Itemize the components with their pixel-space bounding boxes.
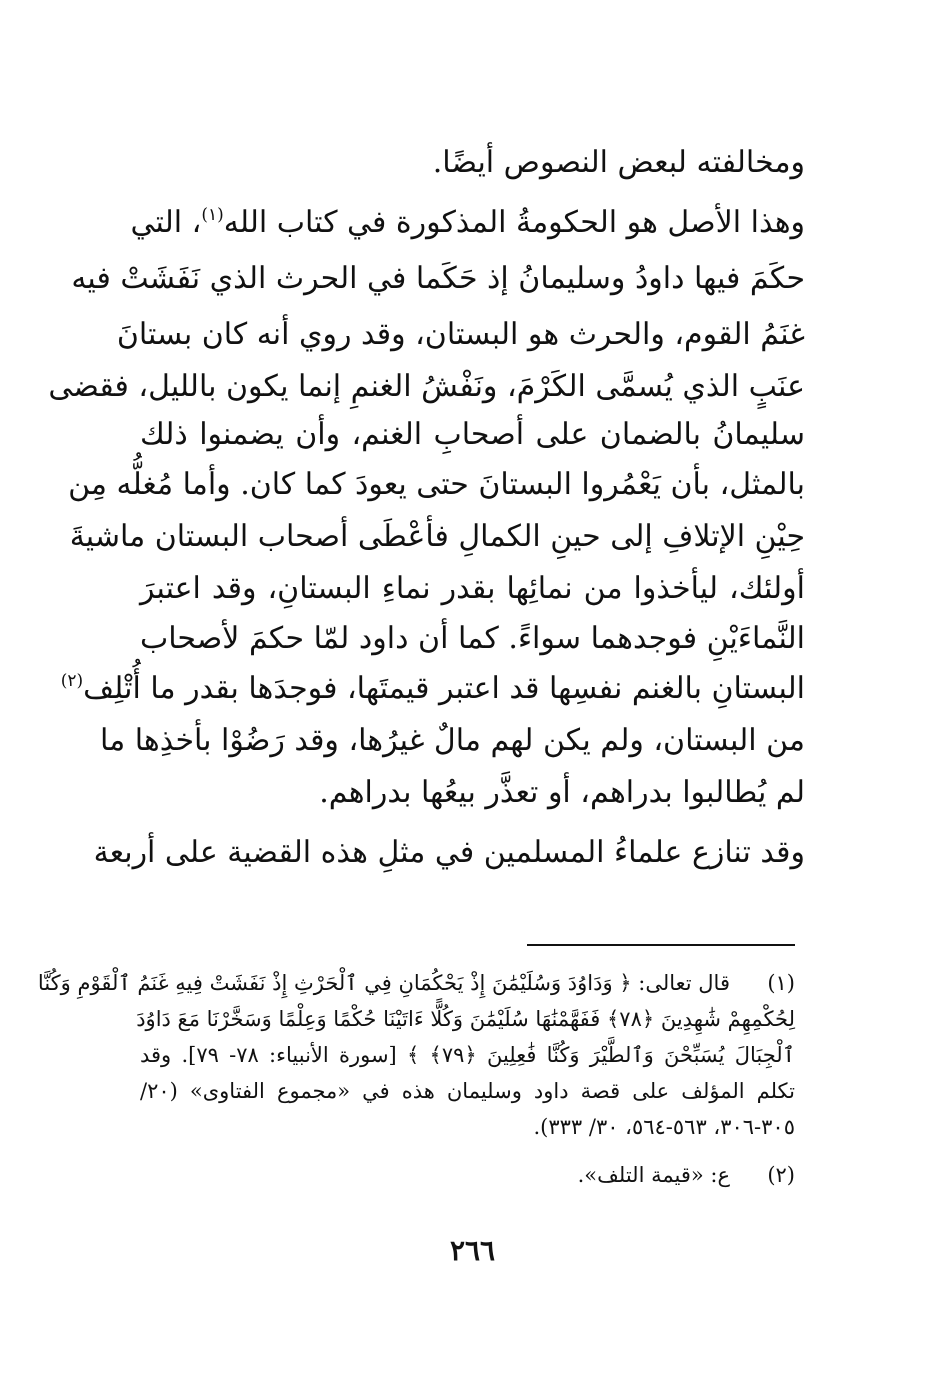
body-line-13-text: لم يُطالبوا بدراهم، أو تعذَّر بيعُها بدراهم. xyxy=(319,775,805,810)
body-line-6 xyxy=(140,412,805,458)
body-line-11 xyxy=(60,666,805,712)
body-line-5-text: عنَبٍ الذي يُسمَّى الكَرْمَ، ونَفْشُ الغنمِ إنما يكون بالليل، فقضى xyxy=(48,369,805,404)
footnote-ref-1[interactable]: (١) xyxy=(201,205,224,225)
footnote-1-line-3 xyxy=(140,1038,795,1072)
footnote-1-line-1-text: قال تعالى: ﴿ وَدَاوُدَ وَسُلَيْمَٰنَ إِذْ يَحْكُمَانِ فِي ٱلْحَرْثِ إِذْ نَفَشَتْ فِيهِ غَنَمُ ٱلْقَوْمِ وَكُنَّا xyxy=(37,971,730,995)
footnote-1-line-4 xyxy=(140,1074,795,1108)
body-line-1-text: ومخالفته لبعض النصوص أيضًا. xyxy=(432,145,805,180)
footnote-1-number: (١) xyxy=(767,971,795,995)
body-line-10-text: النَّماءَيْنِ فوجدهما سواءً. كما أن داود لمّا حكمَ لأصحاب xyxy=(140,621,805,656)
body-line-6-text: سليمانُ بالضمان على أصحابِ الغنم، وأن يضمنوا ذلك xyxy=(140,417,805,452)
footnote-2-text: ع: «قيمة التلف». xyxy=(577,1163,730,1187)
body-line-2-tail: ، التي xyxy=(130,205,202,240)
body-line-12-text: من البستان، ولم يكن لهم مالٌ غيرُها، وقد رَضُوْا بأخذِها ما xyxy=(99,723,805,758)
body-line-8 xyxy=(69,514,805,560)
body-line-3 xyxy=(71,256,805,302)
footnote-1-line-3-text: ٱلْجِبَالَ يُسَبِّحْنَ وَٱلطَّيْرَ وَكُنَّا فَٰعِلِينَ ﴿٧٩﴾ ﴾ [سورة الأنبياء: ٧٨- ٧٩]. وقد xyxy=(140,1043,795,1067)
body-line-4-text: غنَمُ القوم، والحرث هو البستان، وقد روي أنه كان بستانَ xyxy=(116,317,805,352)
body-line-14-text: وقد تنازع علماءُ المسلمين في مثلِ هذه القضية على أربعة xyxy=(93,835,805,870)
body-line-14 xyxy=(93,830,805,876)
body-line-8-text: حِيْنِ الإتلافِ إلى حينِ الكمالِ فأعْطَى أصحاب البستان ماشيةَ xyxy=(69,519,805,554)
body-line-10 xyxy=(140,616,805,662)
footnote-separator xyxy=(527,944,795,946)
page-number: ٢٦٦ xyxy=(449,1234,496,1267)
footnote-1-line-4-text: تكلم المؤلف على قصة داود وسليمان هذه في «مجموع الفتاوى» (٢٠/ xyxy=(140,1079,795,1103)
body-line-9 xyxy=(140,566,805,612)
body-line-7 xyxy=(68,462,805,508)
body-line-1 xyxy=(140,140,805,186)
body-line-13 xyxy=(140,770,805,816)
footnote-1-line-2 xyxy=(136,1002,795,1036)
body-line-4 xyxy=(116,312,805,358)
body-line-2-text: وهذا الأصل هو الحكومةُ المذكورة في كتاب الله xyxy=(223,205,805,240)
footnote-ref-2[interactable]: (٢) xyxy=(60,671,84,691)
footnote-1-line-5-text: ٣٠٥-٣٠٦، ٥٦٣-٥٦٤، ٣٠/ ٣٣٣). xyxy=(533,1115,795,1139)
body-line-5 xyxy=(48,364,805,410)
body-line-11-text: البستانِ بالغنم نفسِها قد اعتبر قيمتَها، فوجدَها بقدر ما أُتْلِف xyxy=(83,671,805,706)
body-line-2 xyxy=(130,200,805,246)
footnote-2-number: (٢) xyxy=(767,1163,795,1187)
body-line-7-text: بالمثل، بأن يَعْمُروا البستانَ حتى يعودَ كما كان. وأما مُغلُّه مِن xyxy=(68,467,805,502)
body-line-9-text: أولئك، ليأخذوا من نمائِها بقدر نماءِ البستانِ، وقد اعتبرَ xyxy=(140,571,805,606)
footnote-1-line-1 xyxy=(37,966,730,1000)
body-line-3-text: حكَمَ فيها داودُ وسليمانُ إذ حَكَما في الحرث الذي نَفَشَتْ فيه xyxy=(71,261,805,296)
footnote-1-line-2-text: لِحُكْمِهِمْ شَٰهِدِينَ ﴿٧٨﴾ فَفَهَّمْنَٰهَا سُلَيْمَٰنَ وَكُلًّا ءَاتَيْنَا حُكْمًا وَعِلْمًا وَسَخَّرْنَا مَعَ دَاوُدَ xyxy=(136,1007,795,1031)
footnote-1-line-5 xyxy=(140,1110,795,1144)
footnote-2-line-1 xyxy=(140,1158,730,1192)
body-line-12 xyxy=(99,718,805,764)
